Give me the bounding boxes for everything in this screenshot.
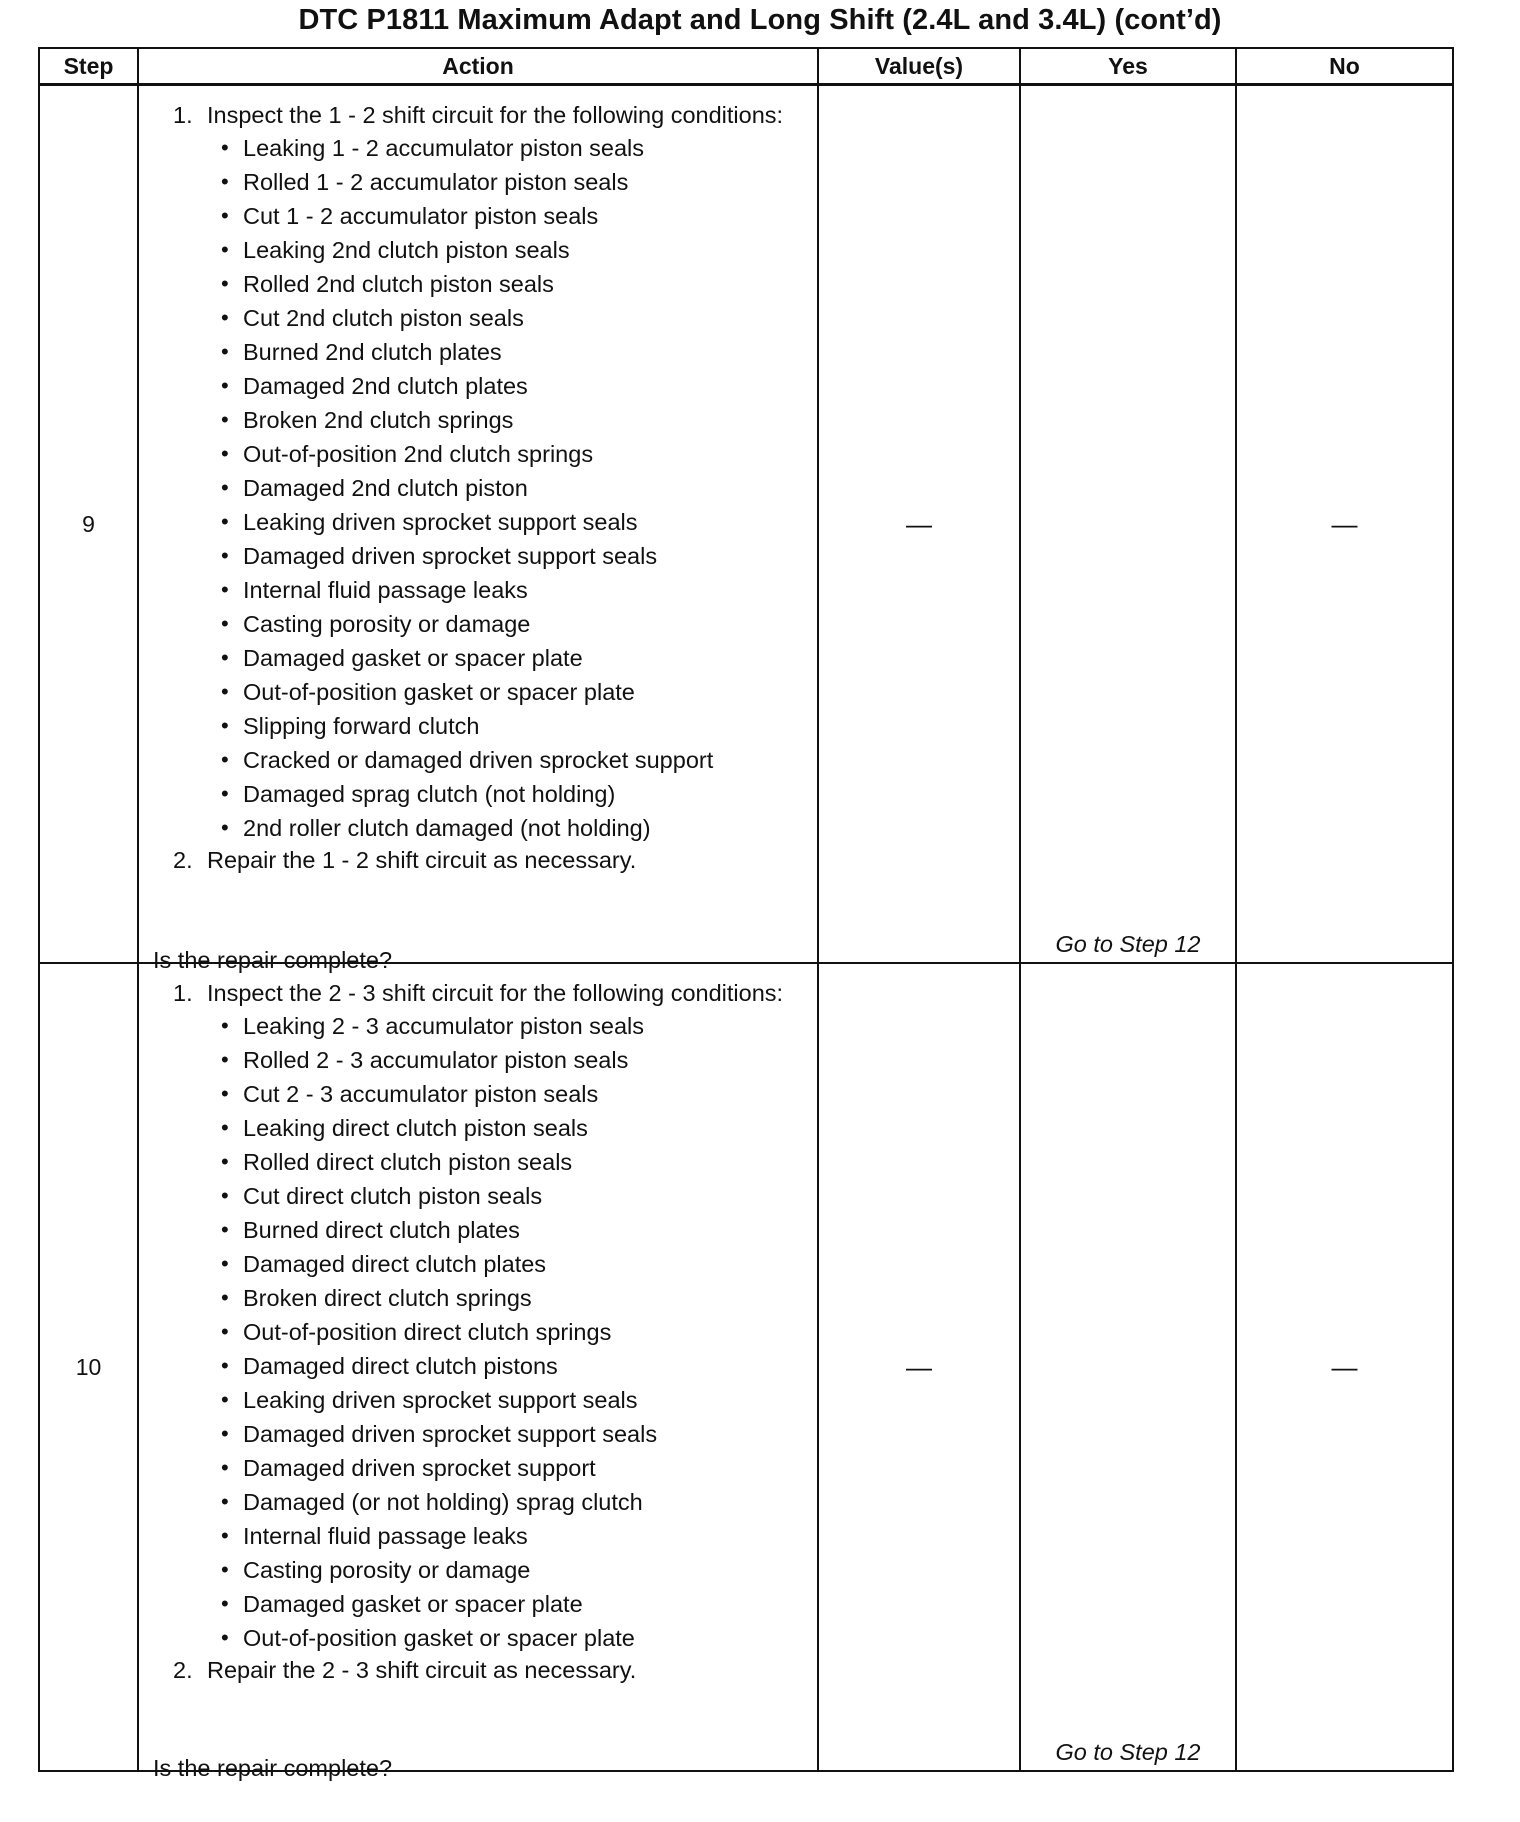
no-dash: — xyxy=(1331,508,1358,539)
diagnostic-table xyxy=(38,47,1454,1781)
condition-item xyxy=(139,267,817,301)
condition-text: Broken 2nd clutch springs xyxy=(243,407,514,433)
condition-text: Internal fluid passage leaks xyxy=(243,1523,528,1549)
bullet-icon: • xyxy=(221,135,229,160)
condition-text: Damaged driven sprocket support xyxy=(243,1455,596,1481)
condition-text: Burned direct clutch plates xyxy=(243,1217,520,1243)
condition-text: Leaking direct clutch piston seals xyxy=(243,1115,588,1141)
condition-text: Casting porosity or damage xyxy=(243,1557,531,1583)
bullet-icon: • xyxy=(221,475,229,500)
condition-item xyxy=(139,1621,817,1655)
condition-item xyxy=(139,1315,817,1349)
condition-item xyxy=(139,1553,817,1587)
condition-text: Damaged driven sprocket support seals xyxy=(243,543,658,569)
yes-goto-link: Go to Step 12 xyxy=(1055,931,1201,957)
condition-item xyxy=(139,1349,817,1383)
condition-text: Cut 2 - 3 accumulator piston seals xyxy=(243,1081,599,1107)
condition-item xyxy=(139,1485,817,1519)
bullet-icon: • xyxy=(221,679,229,704)
condition-text: Damaged sprag clutch (not holding) xyxy=(243,781,616,807)
condition-item xyxy=(139,1077,817,1111)
bullet-icon: • xyxy=(221,1013,229,1038)
bullet-icon: • xyxy=(221,1081,229,1106)
yes-cell xyxy=(1020,85,1236,964)
condition-text: Cut 2nd clutch piston seals xyxy=(243,305,524,331)
action-item-repair xyxy=(139,847,817,873)
condition-text: Out-of-position gasket or spacer plate xyxy=(243,679,635,705)
condition-item xyxy=(139,1383,817,1417)
condition-item xyxy=(139,233,817,267)
yes-goto-link: Go to Step 12 xyxy=(1055,1739,1201,1765)
condition-item xyxy=(139,641,817,675)
condition-text: 2nd roller clutch damaged (not holding) xyxy=(243,815,651,841)
condition-text: Damaged gasket or spacer plate xyxy=(243,645,583,671)
condition-item xyxy=(139,165,817,199)
bullet-icon: • xyxy=(221,1149,229,1174)
header-step: Step xyxy=(39,48,138,85)
condition-text: Damaged 2nd clutch plates xyxy=(243,373,528,399)
condition-text: Rolled direct clutch piston seals xyxy=(243,1149,573,1175)
condition-item xyxy=(139,1213,817,1247)
bullet-icon: • xyxy=(221,1557,229,1582)
action-cell xyxy=(138,963,818,1781)
action-item-inspect xyxy=(139,980,817,1006)
condition-item xyxy=(139,1417,817,1451)
condition-text: Burned 2nd clutch plates xyxy=(243,339,502,365)
item-text: Inspect the 1 - 2 shift circuit for the following conditions: xyxy=(207,102,784,128)
values-cell xyxy=(818,85,1020,964)
condition-item xyxy=(139,335,817,369)
bullet-icon: • xyxy=(221,373,229,398)
bullet-icon: • xyxy=(221,611,229,636)
table-header-row xyxy=(39,48,1453,85)
item-number: 1. xyxy=(173,980,193,1006)
condition-item xyxy=(139,505,817,539)
condition-item xyxy=(139,1043,817,1077)
bullet-icon: • xyxy=(221,645,229,670)
condition-item xyxy=(139,777,817,811)
bullet-icon: • xyxy=(221,1489,229,1514)
bullet-icon: • xyxy=(221,1455,229,1480)
no-cell xyxy=(1236,85,1453,964)
condition-item xyxy=(139,1587,817,1621)
condition-item xyxy=(139,1281,817,1315)
bullet-icon: • xyxy=(221,1183,229,1208)
bullet-icon: • xyxy=(221,305,229,330)
condition-text: Damaged (or not holding) sprag clutch xyxy=(243,1489,643,1515)
question-text: Is the repair complete? xyxy=(153,947,393,973)
condition-text: Rolled 2nd clutch piston seals xyxy=(243,271,554,297)
values-dash: — xyxy=(906,1351,932,1382)
item-number: 2. xyxy=(173,847,193,873)
condition-item xyxy=(139,1145,817,1179)
bullet-icon: • xyxy=(221,577,229,602)
condition-item xyxy=(139,471,817,505)
condition-item xyxy=(139,811,817,845)
condition-text: Broken direct clutch springs xyxy=(243,1285,532,1311)
condition-item xyxy=(139,1009,817,1043)
values-cell xyxy=(818,963,1020,1771)
bullet-icon: • xyxy=(221,169,229,194)
action-cell xyxy=(138,85,818,973)
bullet-icon: • xyxy=(221,1353,229,1378)
condition-item xyxy=(139,1247,817,1281)
condition-item xyxy=(139,1451,817,1485)
condition-item xyxy=(139,199,817,233)
bullet-icon: • xyxy=(221,1115,229,1140)
condition-item xyxy=(139,437,817,471)
bullet-icon: • xyxy=(221,713,229,738)
condition-text: Damaged driven sprocket support seals xyxy=(243,1421,658,1447)
item-text: Repair the 2 - 3 shift circuit as necessary. xyxy=(207,1657,637,1683)
condition-text: Cracked or damaged driven sprocket support xyxy=(243,747,714,773)
bullet-icon: • xyxy=(221,237,229,262)
condition-item xyxy=(139,743,817,777)
condition-item xyxy=(139,369,817,403)
condition-item xyxy=(139,607,817,641)
bullet-icon: • xyxy=(221,1251,229,1276)
bullet-icon: • xyxy=(221,1591,229,1616)
condition-text: Leaking driven sprocket support seals xyxy=(243,509,638,535)
item-number: 2. xyxy=(173,1657,193,1683)
values-dash: — xyxy=(906,508,932,539)
condition-text: Leaking driven sprocket support seals xyxy=(243,1387,638,1413)
condition-item xyxy=(139,301,817,335)
step-number: 9 xyxy=(39,85,138,964)
condition-text: Casting porosity or damage xyxy=(243,611,531,637)
bullet-icon: • xyxy=(221,1387,229,1412)
bullet-icon: • xyxy=(221,1625,229,1650)
question-text: Is the repair complete? xyxy=(153,1755,393,1781)
item-number: 1. xyxy=(173,102,193,128)
condition-item xyxy=(139,1519,817,1553)
condition-text: Damaged direct clutch plates xyxy=(243,1251,547,1277)
bullet-icon: • xyxy=(221,781,229,806)
condition-text: Damaged 2nd clutch piston xyxy=(243,475,528,501)
bullet-icon: • xyxy=(221,407,229,432)
condition-item xyxy=(139,573,817,607)
bullet-icon: • xyxy=(221,1421,229,1446)
bullet-icon: • xyxy=(221,747,229,772)
bullet-icon: • xyxy=(221,1285,229,1310)
condition-text: Cut direct clutch piston seals xyxy=(243,1183,543,1209)
condition-text: Cut 1 - 2 accumulator piston seals xyxy=(243,203,599,229)
condition-item xyxy=(139,709,817,743)
condition-item xyxy=(139,1111,817,1145)
condition-item xyxy=(139,539,817,573)
bullet-icon: • xyxy=(221,1523,229,1548)
bullet-icon: • xyxy=(221,1047,229,1072)
header-no: No xyxy=(1236,48,1453,85)
condition-text: Out-of-position 2nd clutch springs xyxy=(243,441,594,467)
condition-text: Out-of-position direct clutch springs xyxy=(243,1319,612,1345)
table-row-step-9 xyxy=(39,85,1453,964)
condition-item xyxy=(139,1179,817,1213)
table-row-step-10 xyxy=(39,963,1453,1771)
bullet-icon: • xyxy=(221,543,229,568)
condition-item xyxy=(139,403,817,437)
condition-text: Internal fluid passage leaks xyxy=(243,577,528,603)
header-yes: Yes xyxy=(1020,48,1236,85)
condition-text: Rolled 2 - 3 accumulator piston seals xyxy=(243,1047,629,1073)
header-values: Value(s) xyxy=(818,48,1020,85)
bullet-icon: • xyxy=(221,1319,229,1344)
header-action: Action xyxy=(138,48,818,85)
action-item-repair xyxy=(139,1657,817,1683)
conditions-list xyxy=(139,1009,817,1655)
bullet-icon: • xyxy=(221,509,229,534)
condition-item xyxy=(139,131,817,165)
action-item-inspect xyxy=(139,102,817,128)
bullet-icon: • xyxy=(221,271,229,296)
no-dash: — xyxy=(1331,1351,1358,1382)
condition-text: Rolled 1 - 2 accumulator piston seals xyxy=(243,169,629,195)
condition-text: Slipping forward clutch xyxy=(243,713,480,739)
no-cell xyxy=(1236,963,1453,1771)
yes-cell xyxy=(1020,963,1236,1771)
conditions-list xyxy=(139,131,817,845)
condition-text: Damaged direct clutch pistons xyxy=(243,1353,558,1379)
step-number: 10 xyxy=(39,963,138,1771)
bullet-icon: • xyxy=(221,339,229,364)
page-title: DTC P1811 Maximum Adapt and Long Shift (2.4L and 3.4L) (cont’d) xyxy=(298,4,1222,36)
condition-text: Damaged gasket or spacer plate xyxy=(243,1591,583,1617)
condition-text: Out-of-position gasket or spacer plate xyxy=(243,1625,635,1651)
item-text: Repair the 1 - 2 shift circuit as necessary. xyxy=(207,847,637,873)
bullet-icon: • xyxy=(221,1217,229,1242)
condition-item xyxy=(139,675,817,709)
condition-text: Leaking 1 - 2 accumulator piston seals xyxy=(243,135,645,161)
bullet-icon: • xyxy=(221,815,229,840)
condition-text: Leaking 2nd clutch piston seals xyxy=(243,237,570,263)
item-text: Inspect the 2 - 3 shift circuit for the following conditions: xyxy=(207,980,784,1006)
bullet-icon: • xyxy=(221,441,229,466)
condition-text: Leaking 2 - 3 accumulator piston seals xyxy=(243,1013,645,1039)
bullet-icon: • xyxy=(221,203,229,228)
